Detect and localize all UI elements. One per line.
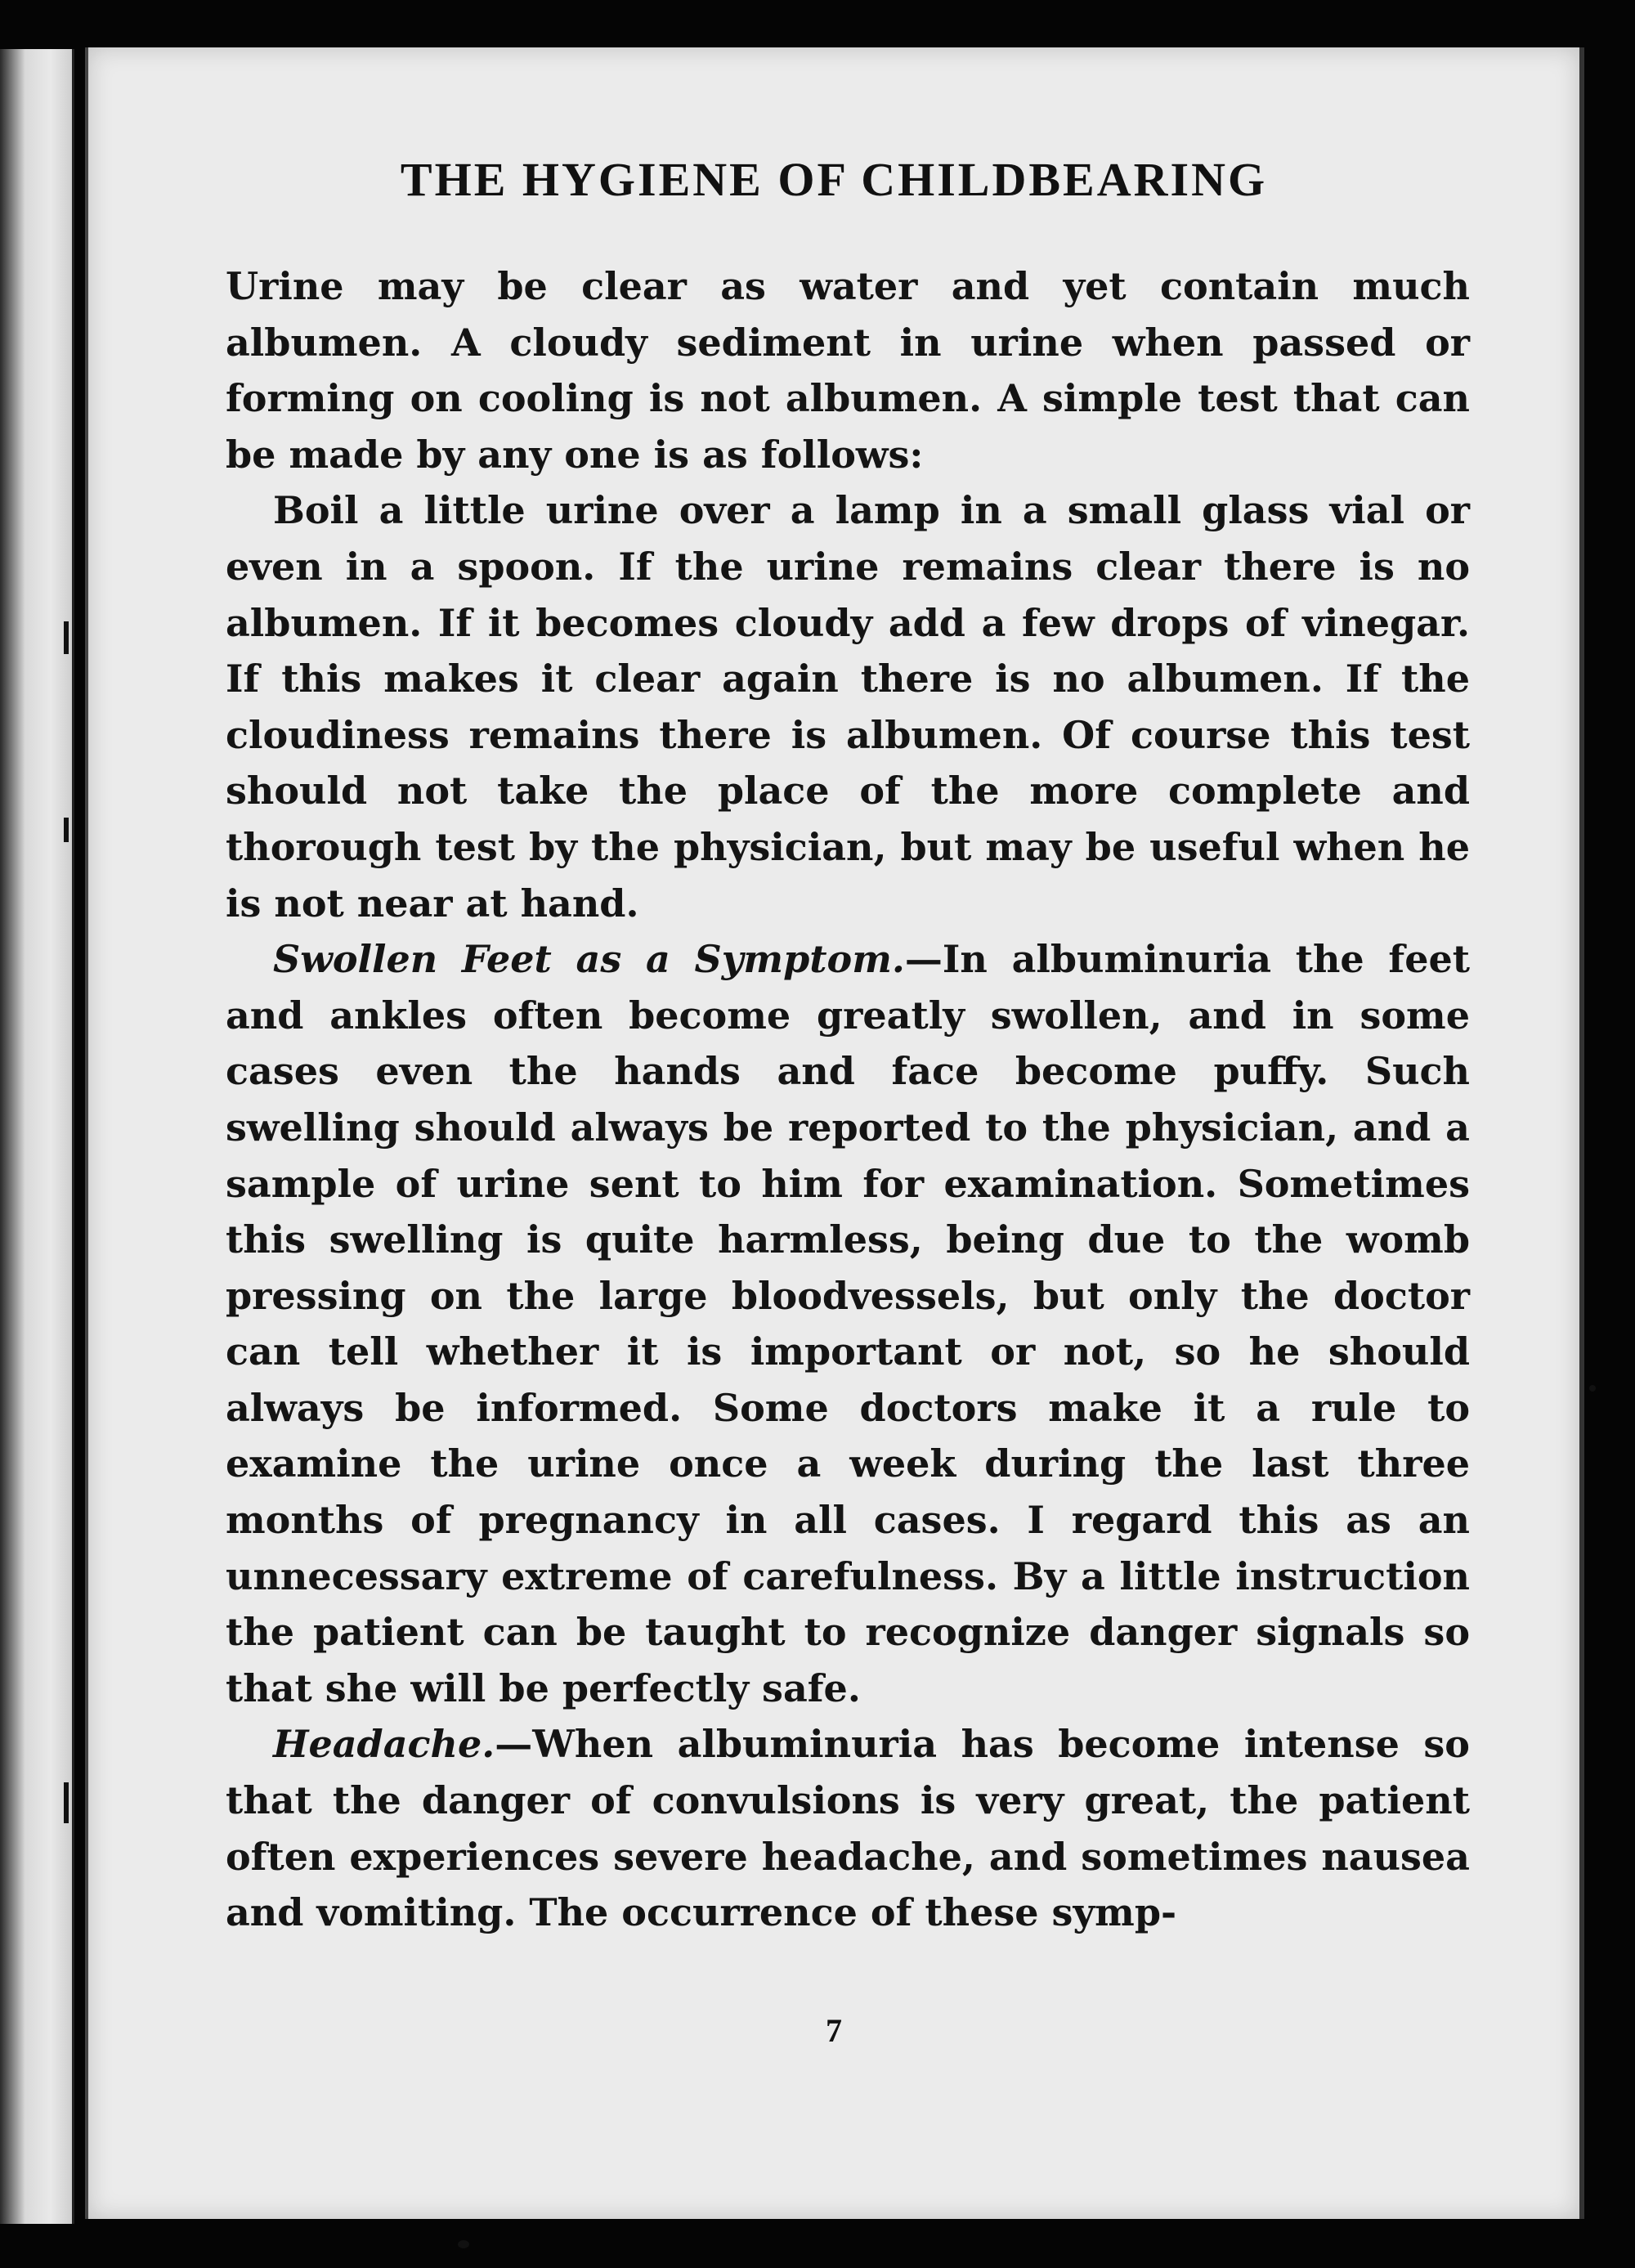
edge-mark bbox=[64, 1782, 69, 1823]
book-page bbox=[85, 47, 1584, 2219]
run-in-heading: Swollen Feet as a Symptom. bbox=[273, 937, 905, 982]
body-text bbox=[226, 258, 1470, 1941]
scan-speck bbox=[458, 2240, 469, 2248]
page-number: 7 bbox=[826, 2012, 842, 2049]
paragraph bbox=[226, 931, 1470, 1716]
paragraph bbox=[226, 258, 1470, 482]
paragraph bbox=[226, 1716, 1470, 1940]
scan-speck bbox=[1589, 1385, 1596, 1392]
paragraph-text: —In albuminuria the feet and ankles often become greatly swollen, and in some cases even the hands and face become puffy. Such swelling should always be reported to the physician, and a sample of urine sent to him for examination. Sometimes this swelling is quite harmless, being due to the womb pressing on the large bloodvessels, but only the doctor can tell whether it is important or not, so he should always be informed. Some doctors make it a rule to examine the urine once a week during the last three months of pregnancy in all cases. I regard this as an unnecessary extreme of carefulness. By a little instruction the patient can be taught to recognize danger signals so that she will be perfectly safe. bbox=[226, 937, 1470, 1710]
facing-page-edge bbox=[0, 49, 74, 2224]
edge-mark bbox=[64, 818, 69, 842]
paragraph-text: Urine may be clear as water and yet contain much albumen. A cloudy sediment in urine when passed or forming on cooling is not albumen. A simple test that can be made by any one is as follows: bbox=[226, 264, 1470, 477]
run-in-heading: Headache. bbox=[273, 1722, 495, 1767]
paragraph bbox=[226, 482, 1470, 931]
running-head: THE HYGIENE OF CHILDBEARING bbox=[400, 153, 1268, 206]
paragraph-text: —When albuminuria has become intense so that the danger of convulsions is very great, the patient often experiences severe headache, and sometimes nausea and vomiting. The occurrence of these symp- bbox=[226, 1722, 1470, 1935]
paragraph-text: Boil a little urine over a lamp in a small glass vial or even in a spoon. If the urine remains clear there is no albumen. If it becomes cloudy add a few drops of vinegar. If this makes it clear again there is no albumen. If the cloudiness remains there is albumen. Of course this test should not take the place of the more complete and thorough test by the physician, but may be useful when he is not near at hand. bbox=[226, 488, 1470, 926]
edge-mark bbox=[64, 621, 69, 654]
